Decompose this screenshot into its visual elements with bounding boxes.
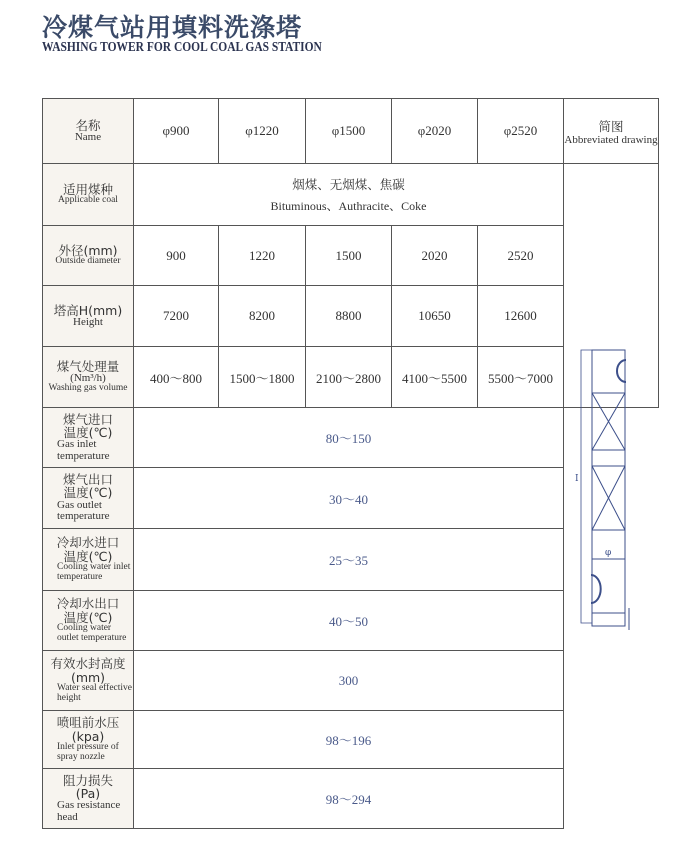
size-header: φ1220 <box>219 99 306 164</box>
row-value: 98～294 <box>134 769 564 829</box>
row-value: 40～50 <box>134 591 564 651</box>
label-cn2: 温度(℃) <box>63 548 113 564</box>
row-label <box>43 468 134 529</box>
label-cn: 冷却水出口 <box>56 596 120 612</box>
row-label <box>43 651 134 711</box>
label-en: Water seal effective height <box>57 682 133 703</box>
row-value: 80～150 <box>134 408 564 468</box>
cell-value: 7200 <box>134 286 219 347</box>
spec-row <box>43 529 659 591</box>
volume-label <box>43 347 134 408</box>
label-en: Outside diameter <box>55 256 121 267</box>
size-header: φ1500 <box>306 99 392 164</box>
cell-value: 1220 <box>219 226 306 286</box>
label-cn: 适用煤种 <box>62 181 113 197</box>
row-label <box>43 711 134 769</box>
spec-row <box>43 468 659 529</box>
row-label <box>43 591 134 651</box>
label-cn: 冷却水进口 <box>56 535 120 551</box>
row-value: 98～196 <box>134 711 564 769</box>
cell-value: 4100～5500 <box>392 347 478 408</box>
header-row <box>43 99 659 164</box>
row-value: 25～35 <box>134 529 564 591</box>
row-label <box>43 769 134 829</box>
label-cn: 塔高H(mm) <box>53 302 123 318</box>
label-en: Height <box>73 315 103 328</box>
label-cn: 有效水封高度 <box>50 656 126 672</box>
title-english: WASHING TOWER FOR COOL COAL GAS STATION <box>42 40 322 55</box>
cell-value: 1500～1800 <box>219 347 306 408</box>
label-en: Cooling water outlet temperature <box>57 622 127 643</box>
spec-row <box>43 769 659 829</box>
row-label <box>43 529 134 591</box>
spec-row <box>43 711 659 769</box>
label-en: Gas resistance head <box>57 799 121 823</box>
label-en: Washing gas volume <box>48 383 128 394</box>
drawing-en: Abbreviated drawing <box>564 133 658 146</box>
spec-row <box>43 651 659 711</box>
label-en: Gas inlet temperature <box>57 438 110 462</box>
label-en: Applicable coal <box>58 195 118 206</box>
cell-value: 8800 <box>306 286 392 347</box>
label-en: Gas outlet temperature <box>57 498 110 523</box>
size-header: φ900 <box>134 99 219 164</box>
label-cn: 外径(mm) <box>58 242 118 258</box>
name-cn: 名称 <box>75 117 101 133</box>
cell-value: 12600 <box>478 286 564 347</box>
row-value: 30～40 <box>134 468 564 529</box>
tower-body <box>592 350 625 626</box>
label-cn: 煤气进口 <box>62 411 113 427</box>
name-header <box>43 99 134 164</box>
coal-value-cn: 烟煤、无烟煤、焦碳 <box>292 177 405 192</box>
cell-value: 2020 <box>392 226 478 286</box>
label-cn2: (kpa) <box>71 728 105 744</box>
cell-value: 1500 <box>306 226 392 286</box>
label-cn2: 温度(℃) <box>63 424 113 440</box>
spec-row <box>43 591 659 651</box>
label-cn2: 温度(℃) <box>63 609 113 625</box>
label-cn2: (mm) <box>70 669 106 685</box>
label-en: Inlet pressure of spray nozzle <box>57 741 119 762</box>
label-unit: (Nm³/h) <box>70 371 106 384</box>
cell-value: 400～800 <box>134 347 219 408</box>
tower-drawing <box>575 345 645 630</box>
label-cn2: (Pa) <box>75 785 101 801</box>
drawing-header <box>564 99 659 164</box>
cell-value: 5500～7000 <box>478 347 564 408</box>
label-cn2: 温度(℃) <box>63 485 113 501</box>
cell-value: 2520 <box>478 226 564 286</box>
coal-value <box>134 164 564 226</box>
name-en: Name <box>74 130 102 143</box>
cell-value: 2100～2800 <box>306 347 392 408</box>
cell-value: 10650 <box>392 286 478 347</box>
size-header: φ2520 <box>478 99 564 164</box>
dimension-line <box>581 350 592 623</box>
cell-value: 8200 <box>219 286 306 347</box>
row-value: 300 <box>134 651 564 711</box>
cell-value: 900 <box>134 226 219 286</box>
title-chinese: 冷煤气站用填料洗涤塔 <box>42 13 303 42</box>
spec-table <box>42 98 659 829</box>
coal-label <box>43 164 134 226</box>
label-cn: 煤气出口 <box>62 472 113 488</box>
height-label <box>43 286 134 347</box>
drawing-cn: 简图 <box>598 118 624 134</box>
coal-value-en: Bituminous、Authracite、Coke <box>270 199 427 213</box>
label-cn: 阻力损失 <box>62 772 113 788</box>
height-mark: I <box>575 474 579 484</box>
label-cn: 煤气处理量 <box>56 358 120 374</box>
size-header: φ2020 <box>392 99 478 164</box>
row-label <box>43 408 134 468</box>
diameter-label <box>43 226 134 286</box>
label-cn: 喷咀前水压 <box>56 715 120 731</box>
spec-row <box>43 408 659 468</box>
diameter-mark: φ <box>605 548 612 558</box>
coal-row <box>43 164 659 226</box>
label-en: Cooling water inlet temperature <box>57 561 131 582</box>
